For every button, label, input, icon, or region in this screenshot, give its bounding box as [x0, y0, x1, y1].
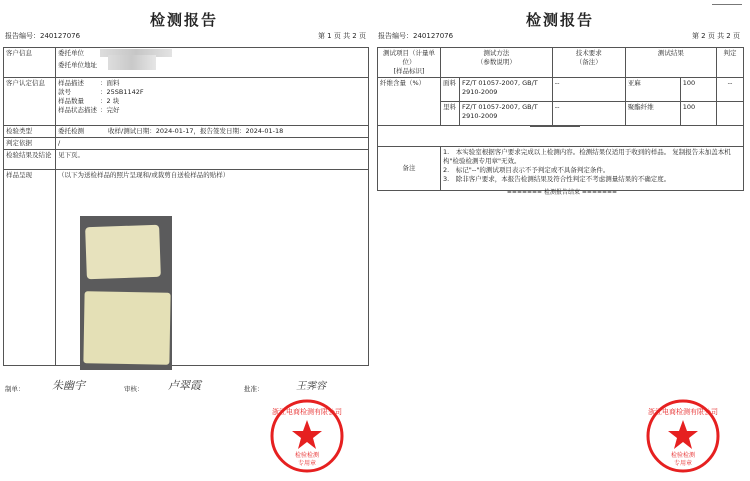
- svg-text:浙江电商检测有限公司: 浙江电商检测有限公司: [272, 408, 342, 416]
- svg-text:专用章: 专用章: [673, 460, 693, 467]
- report-number: 报告编号：240127076: [5, 32, 81, 40]
- sample-label: 样品呈现: [4, 170, 56, 366]
- remarks-label: 备注: [378, 147, 441, 191]
- approver-signature: 王霁容: [296, 381, 326, 392]
- approver-label: 批准：: [244, 385, 264, 393]
- reviewer-label: 审核：: [124, 385, 144, 393]
- sample-note: （以下为送检样品的照片呈现和/或裁剪自送检样品的贴样）: [56, 170, 369, 366]
- header-result: 测试结果: [625, 48, 716, 78]
- report-page-1: [0, 0, 372, 481]
- red-seal-stamp: [645, 398, 721, 474]
- header-judgement: 判定: [717, 48, 744, 78]
- judgement-label: 判定依据: [4, 138, 56, 150]
- conclusion-value: 见下页。: [56, 150, 369, 170]
- svg-text:专用章: 专用章: [297, 460, 317, 467]
- header-requirement: 技术要求 （备注）: [552, 48, 625, 78]
- test-type-cell: 委托检测 收样/测试日期：2024-01-17，报告签发日期：2024-01-18: [56, 126, 369, 138]
- reviewer-signature: 卢翠霞: [168, 379, 201, 392]
- red-seal-stamp: [269, 398, 345, 474]
- table-row: 纤维含量（%） 面料 FZ/T 01057-2007, GB/T 2910-2009 -- 亚麻 100 --: [378, 78, 744, 102]
- client-info-cell: 委托单位 委托单位地址: [56, 48, 369, 78]
- page-title: 检测报告: [526, 11, 595, 29]
- sample-photo: [80, 216, 172, 370]
- svg-text:检验检测: 检验检测: [670, 452, 696, 459]
- conclusion-label: 检验结果及结论: [4, 150, 56, 170]
- redacted-text: [108, 55, 156, 70]
- test-type-label: 检验类型: [4, 126, 56, 138]
- svg-text:检验检测: 检验检测: [294, 452, 320, 459]
- fabric-sample-1: [85, 225, 161, 280]
- maker-signature: 朱幽宇: [52, 379, 85, 392]
- svg-text:浙江电商检测有限公司: 浙江电商检测有限公司: [648, 408, 718, 416]
- fabric-sample-2: [83, 291, 170, 364]
- page-title: 检测报告: [150, 11, 219, 29]
- maker-label: 制单：: [5, 385, 25, 393]
- client-confirm-label: 客户认定信息: [4, 78, 56, 126]
- header-test-item: 测试项目（计量单位） [样品标识]: [378, 48, 441, 78]
- results-table: [377, 47, 744, 191]
- remarks-text: 1. 本实验室根据客户要求完成以上检测内容。检测结果仅适用于收到的样品。 复制报告未加盖本机构"检验检测专用章"无效。 2. 标记"--"的测试项目表示不予判定或不具备判定条件。 3. 除非客户要求，本报告检测结果及符合性判定不考虑测量结果的不确定度。: [441, 147, 744, 191]
- report-end: ======= 检测报告结束 =======: [506, 189, 618, 196]
- table-row: 里料 FZ/T 01057-2007, GB/T 2910-2009 -- 聚酯纤维 100: [378, 102, 744, 126]
- report-number: 报告编号：240127076: [378, 32, 454, 40]
- report-page-2: [374, 0, 750, 481]
- page-info: 第 1 页 共 2 页: [317, 32, 366, 40]
- header-method: 测试方法 （参数说明）: [441, 48, 553, 78]
- judgement-value: /: [56, 138, 369, 150]
- confirm-info-cell: 样品描述 ：面料 款号 ：25SB1142F 样品数量 ：2 块 样品状态描述 ：完好: [56, 78, 369, 126]
- info-table: [3, 47, 369, 366]
- page-info: 第 2 页 共 2 页: [691, 32, 740, 40]
- client-info-label: 客户信息: [4, 48, 56, 78]
